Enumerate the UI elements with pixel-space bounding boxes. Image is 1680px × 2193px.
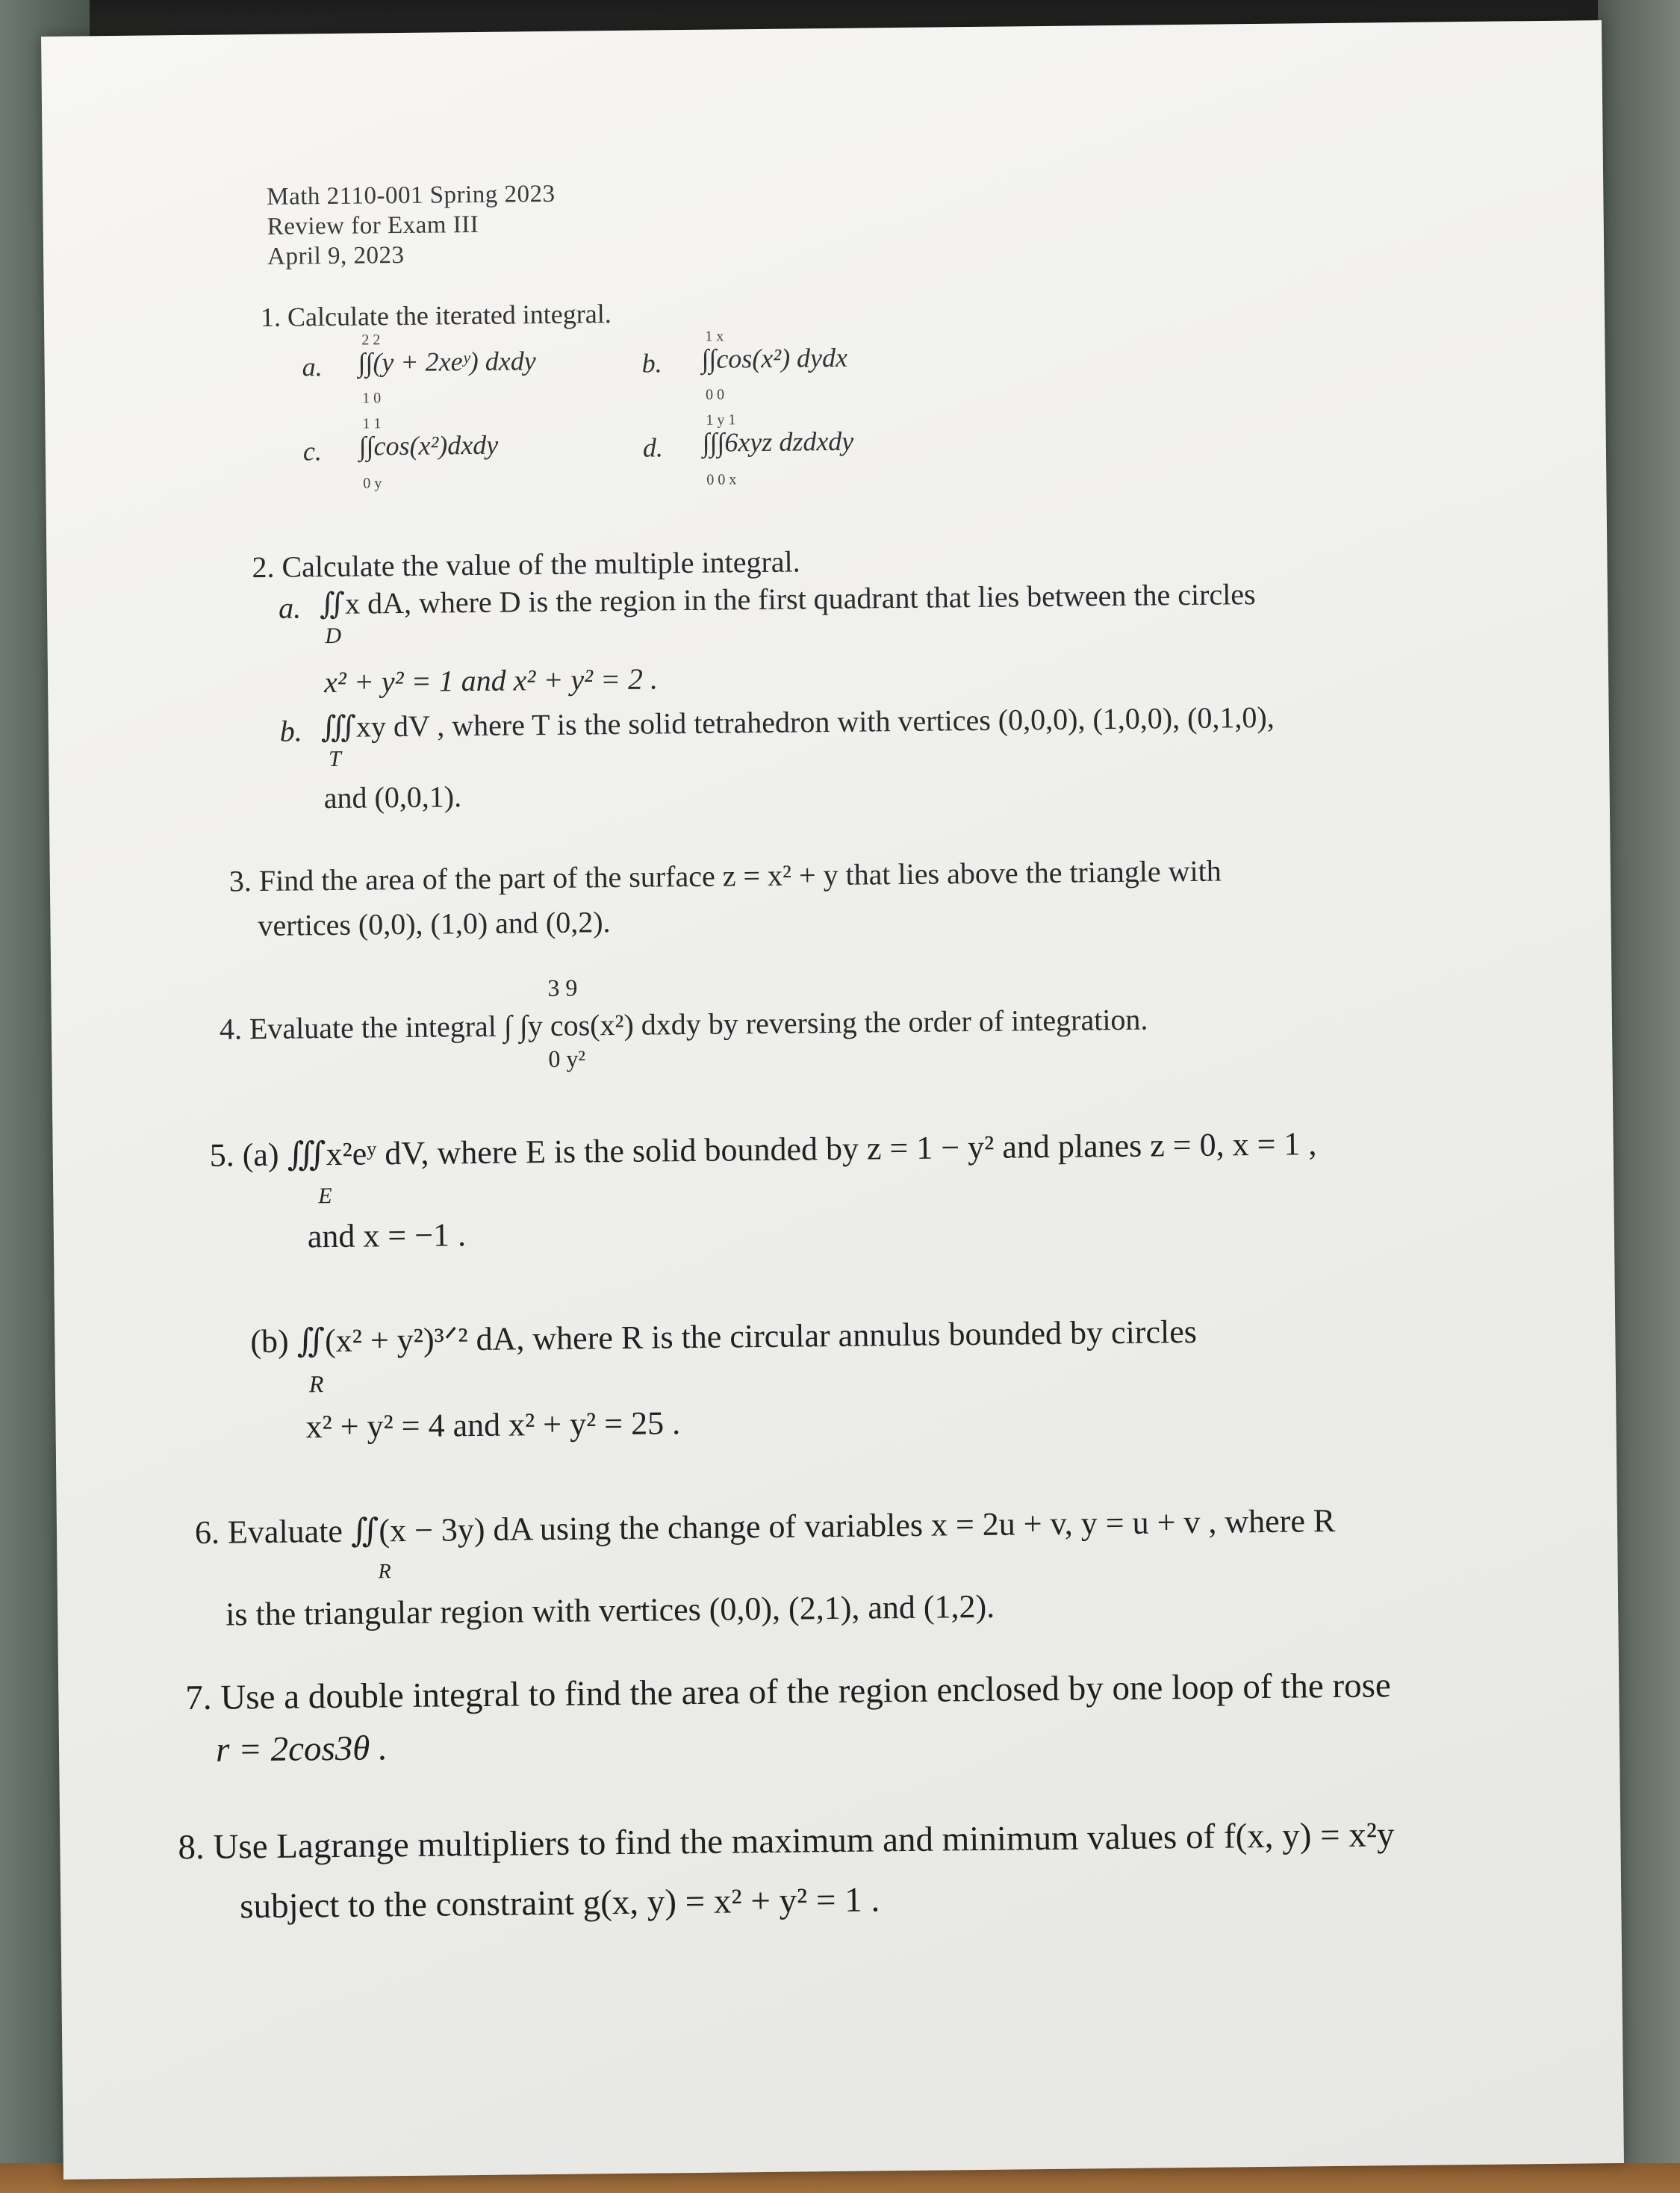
p1a-label: a. <box>302 352 323 382</box>
p2a-region: D <box>325 623 342 649</box>
problem-7-line2: r = 2cos3θ . <box>215 1729 388 1770</box>
header-course: Math 2110-001 Spring 2023 <box>267 180 556 211</box>
p1c-expression: ∫∫cos(x²)dxdy <box>358 429 499 461</box>
problem-1-prompt: 1. Calculate the iterated integral. <box>260 299 612 332</box>
p2a-label: a. <box>278 591 302 625</box>
p1a-limits-bottom: 1 0 <box>362 390 382 407</box>
p1a-expression: ∫∫(y + 2xeʸ) dxdy <box>358 346 536 378</box>
header-subtitle: Review for Exam III <box>267 211 479 240</box>
exam-paper <box>41 20 1624 2180</box>
p4-limits-bottom: 0 y² <box>548 1045 586 1072</box>
p2b-line1: ∭xy dV , where T is the solid tetrahedron with vertices (0,0,0), (1,0,0), (0,1,0), <box>320 700 1275 744</box>
p2b-region: T <box>329 746 342 772</box>
p6-region: R <box>378 1560 391 1584</box>
header-date: April 9, 2023 <box>267 241 405 270</box>
p2b-line2: and (0,0,1). <box>323 780 462 815</box>
problem-8-line1: 8. Use Lagrange multipliers to find the maximum and minimum values of f(x, y) = x²y <box>178 1815 1395 1867</box>
p1b-limits-top: 1 x <box>705 328 724 345</box>
p1b-label: b. <box>641 348 662 379</box>
p1c-label: c. <box>302 436 323 467</box>
p4-limits-top: 3 9 <box>547 974 578 1001</box>
p2a-line2: x² + y² = 1 and x² + y² = 2 . <box>323 662 659 700</box>
problem-5b-line1: (b) ∬(x² + y²)³ᐟ² dA, where R is the circular annulus bounded by circles <box>250 1313 1198 1360</box>
problem-3-line1: 3. Find the area of the part of the surface z = x² + y that lies above the triangle with <box>228 853 1222 898</box>
p5a-region: E <box>318 1183 332 1209</box>
p1a-limits-top: 2 2 <box>361 332 381 349</box>
problem-5b-line2: x² + y² = 4 and x² + y² = 25 . <box>305 1405 681 1446</box>
p5b-region: R <box>308 1370 324 1398</box>
problem-6-line2: is the triangular region with vertices (0,0), (2,1), and (1,2). <box>225 1587 995 1633</box>
problem-3-line2: vertices (0,0), (1,0) and (0,2). <box>258 905 611 943</box>
problem-8-line2: subject to the constraint g(x, y) = x² + y² = 1 . <box>239 1880 880 1926</box>
problem-5a-line2: and x = −1 . <box>307 1216 467 1255</box>
p1b-expression: ∫∫cos(x²) dydx <box>701 342 848 374</box>
problem-4-line: 4. Evaluate the integral ∫ ∫y cos(x²) dxdy by reversing the order of integration. <box>219 1002 1148 1046</box>
p2a-line1: ∬x dA, where D is the region in the first quadrant that lies between the circles <box>319 577 1256 621</box>
problem-2-prompt: 2. Calculate the value of the multiple integral. <box>252 544 800 585</box>
problem-5a-line1: 5. (a) ∭x²eʸ dV, where E is the solid bounded by z = 1 − y² and planes z = 0, x = 1 , <box>209 1125 1317 1174</box>
p1c-limits-bottom: 0 y <box>363 475 382 492</box>
p1d-limits-top: 1 y 1 <box>706 411 736 429</box>
p1b-limits-bottom: 0 0 <box>705 386 725 403</box>
p2b-label: b. <box>279 714 303 748</box>
p1d-label: d. <box>642 432 664 463</box>
problem-6-line1: 6. Evaluate ∬(x − 3y) dA using the change of variables x = 2u + v, y = u + v , where R <box>194 1502 1336 1551</box>
p1d-expression: ∫∫∫6xyz dzdxdy <box>702 426 854 458</box>
p1c-limits-top: 1 1 <box>362 415 382 432</box>
problem-7-line1: 7. Use a double integral to find the area of the region enclosed by one loop of the rose <box>185 1666 1391 1718</box>
p1d-limits-bottom: 0 0 x <box>706 471 737 488</box>
